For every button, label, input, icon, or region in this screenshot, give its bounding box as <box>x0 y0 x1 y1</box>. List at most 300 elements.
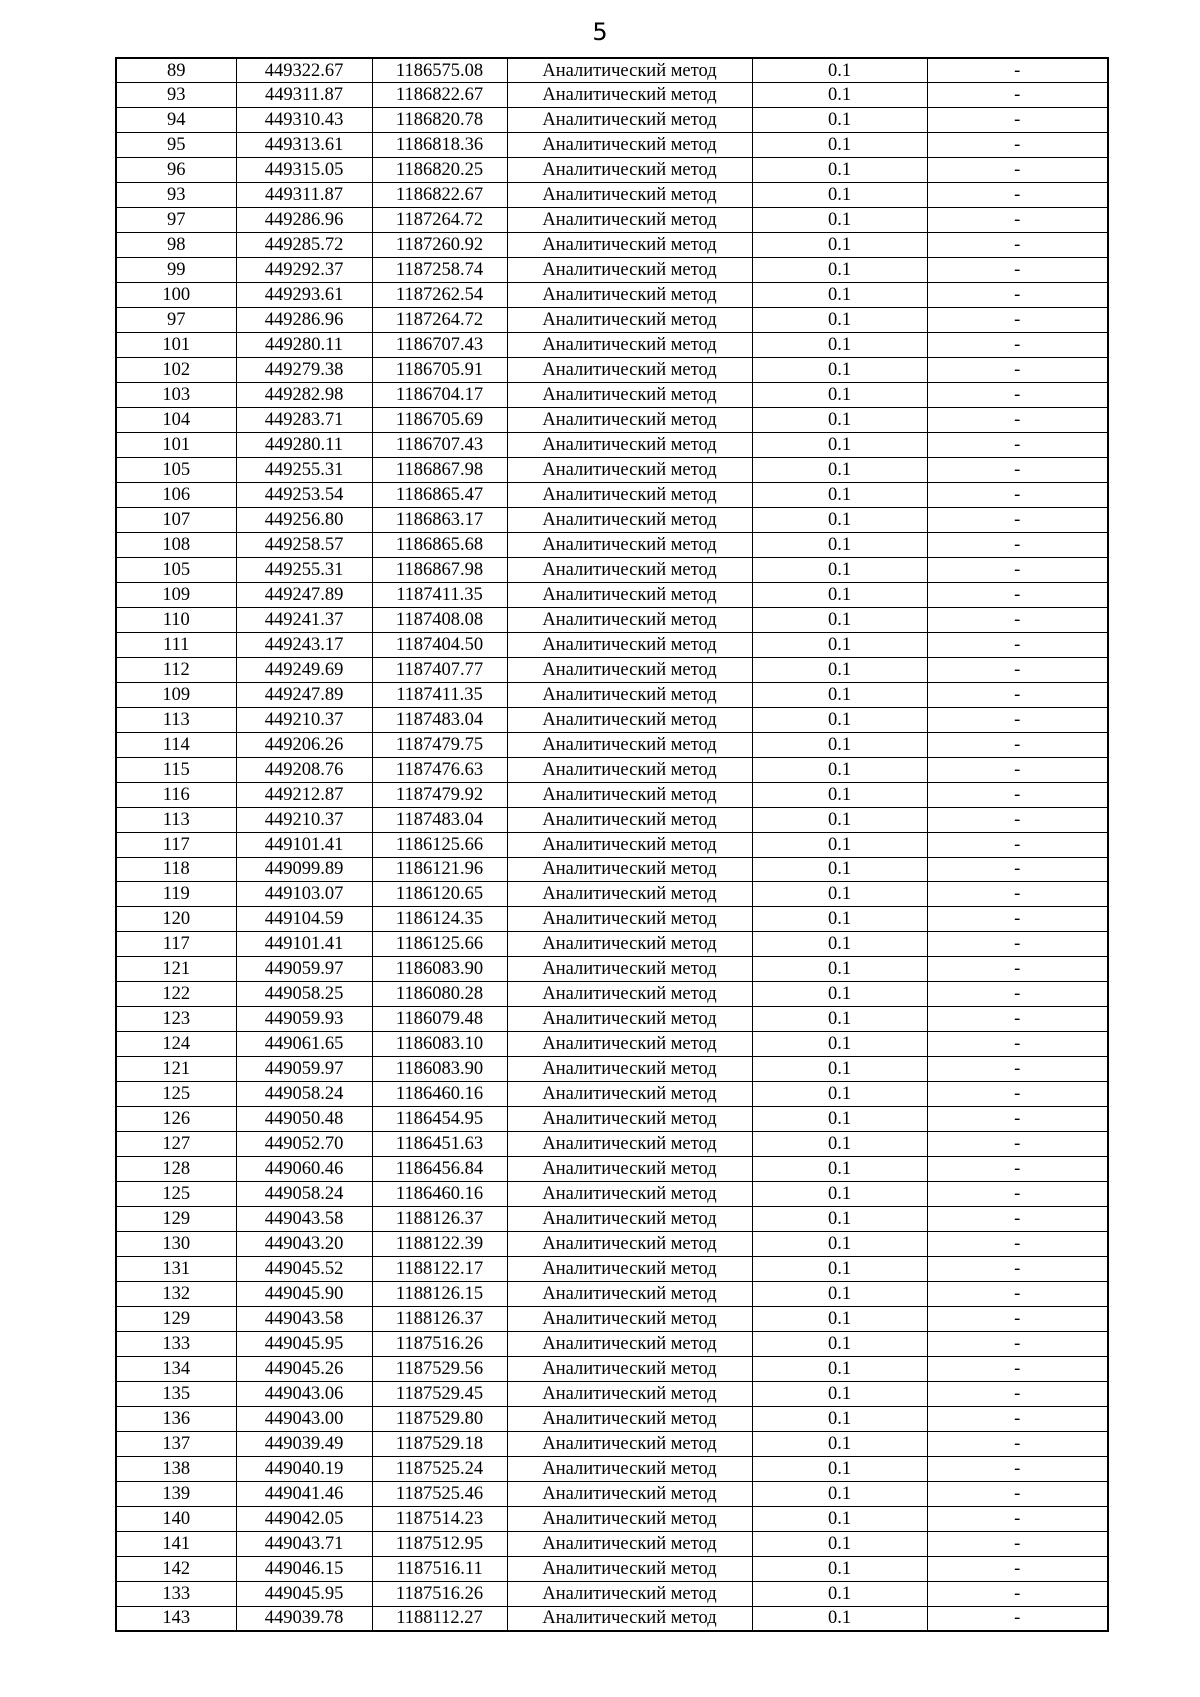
method-cell: Аналитический метод <box>507 557 752 582</box>
table-row <box>116 482 1108 507</box>
method-cell: Аналитический метод <box>507 782 752 807</box>
accuracy-cell: 0.1 <box>752 532 927 557</box>
point-number-cell: 133 <box>116 1581 236 1606</box>
y-coordinate-cell: 1187260.92 <box>372 233 507 258</box>
point-number-cell: 133 <box>116 1331 236 1356</box>
x-coordinate-cell: 449212.87 <box>236 782 372 807</box>
table-row <box>116 707 1108 732</box>
note-cell: - <box>927 907 1108 932</box>
method-cell: Аналитический метод <box>507 308 752 333</box>
method-cell: Аналитический метод <box>507 607 752 632</box>
accuracy-cell: 0.1 <box>752 1107 927 1132</box>
x-coordinate-cell: 449210.37 <box>236 807 372 832</box>
accuracy-cell: 0.1 <box>752 657 927 682</box>
method-cell: Аналитический метод <box>507 1132 752 1157</box>
table-row <box>116 757 1108 782</box>
y-coordinate-cell: 1187525.46 <box>372 1481 507 1506</box>
accuracy-cell: 0.1 <box>752 1257 927 1282</box>
method-cell: Аналитический метод <box>507 408 752 433</box>
table-row <box>116 557 1108 582</box>
x-coordinate-cell: 449280.11 <box>236 433 372 458</box>
accuracy-cell: 0.1 <box>752 807 927 832</box>
accuracy-cell: 0.1 <box>752 507 927 532</box>
table-row <box>116 857 1108 882</box>
note-cell: - <box>927 133 1108 158</box>
y-coordinate-cell: 1186451.63 <box>372 1132 507 1157</box>
accuracy-cell: 0.1 <box>752 1606 927 1631</box>
table-row <box>116 1107 1108 1132</box>
y-coordinate-cell: 1187483.04 <box>372 807 507 832</box>
point-number-cell: 117 <box>116 932 236 957</box>
note-cell: - <box>927 532 1108 557</box>
method-cell: Аналитический метод <box>507 1556 752 1581</box>
accuracy-cell: 0.1 <box>752 408 927 433</box>
y-coordinate-cell: 1186865.68 <box>372 532 507 557</box>
accuracy-cell: 0.1 <box>752 83 927 108</box>
point-number-cell: 99 <box>116 258 236 283</box>
y-coordinate-cell: 1186120.65 <box>372 882 507 907</box>
y-coordinate-cell: 1186460.16 <box>372 1082 507 1107</box>
note-cell: - <box>927 158 1108 183</box>
method-cell: Аналитический метод <box>507 183 752 208</box>
x-coordinate-cell: 449310.43 <box>236 108 372 133</box>
note-cell: - <box>927 757 1108 782</box>
x-coordinate-cell: 449059.93 <box>236 1007 372 1032</box>
note-cell: - <box>927 458 1108 483</box>
table-row <box>116 1132 1108 1157</box>
point-number-cell: 95 <box>116 133 236 158</box>
table-row <box>116 1431 1108 1456</box>
table-row <box>116 532 1108 557</box>
note-cell: - <box>927 982 1108 1007</box>
accuracy-cell: 0.1 <box>752 1132 927 1157</box>
x-coordinate-cell: 449043.71 <box>236 1531 372 1556</box>
table-row <box>116 258 1108 283</box>
note-cell: - <box>927 1331 1108 1356</box>
point-number-cell: 94 <box>116 108 236 133</box>
method-cell: Аналитический метод <box>507 1431 752 1456</box>
table-row <box>116 507 1108 532</box>
table-row <box>116 1581 1108 1606</box>
y-coordinate-cell: 1186820.78 <box>372 108 507 133</box>
x-coordinate-cell: 449045.95 <box>236 1331 372 1356</box>
method-cell: Аналитический метод <box>507 58 752 83</box>
method-cell: Аналитический метод <box>507 1107 752 1132</box>
y-coordinate-cell: 1186460.16 <box>372 1182 507 1207</box>
x-coordinate-cell: 449045.90 <box>236 1281 372 1306</box>
x-coordinate-cell: 449058.24 <box>236 1182 372 1207</box>
y-coordinate-cell: 1188112.27 <box>372 1606 507 1631</box>
table-row <box>116 133 1108 158</box>
note-cell: - <box>927 183 1108 208</box>
note-cell: - <box>927 1182 1108 1207</box>
method-cell: Аналитический метод <box>507 283 752 308</box>
table-row <box>116 308 1108 333</box>
x-coordinate-cell: 449280.11 <box>236 333 372 358</box>
x-coordinate-cell: 449253.54 <box>236 482 372 507</box>
table-row <box>116 458 1108 483</box>
method-cell: Аналитический метод <box>507 832 752 857</box>
accuracy-cell: 0.1 <box>752 707 927 732</box>
point-number-cell: 109 <box>116 682 236 707</box>
method-cell: Аналитический метод <box>507 857 752 882</box>
note-cell: - <box>927 1107 1108 1132</box>
y-coordinate-cell: 1186818.36 <box>372 133 507 158</box>
x-coordinate-cell: 449208.76 <box>236 757 372 782</box>
note-cell: - <box>927 83 1108 108</box>
point-number-cell: 109 <box>116 582 236 607</box>
x-coordinate-cell: 449104.59 <box>236 907 372 932</box>
method-cell: Аналитический метод <box>507 1606 752 1631</box>
point-number-cell: 127 <box>116 1132 236 1157</box>
table-row <box>116 1331 1108 1356</box>
note-cell: - <box>927 1032 1108 1057</box>
y-coordinate-cell: 1187411.35 <box>372 682 507 707</box>
table-row <box>116 1057 1108 1082</box>
point-number-cell: 105 <box>116 557 236 582</box>
x-coordinate-cell: 449101.41 <box>236 932 372 957</box>
x-coordinate-cell: 449043.58 <box>236 1207 372 1232</box>
method-cell: Аналитический метод <box>507 1281 752 1306</box>
point-number-cell: 105 <box>116 458 236 483</box>
y-coordinate-cell: 1187529.18 <box>372 1431 507 1456</box>
table-row <box>116 582 1108 607</box>
table-row <box>116 1506 1108 1531</box>
accuracy-cell: 0.1 <box>752 1331 927 1356</box>
note-cell: - <box>927 957 1108 982</box>
table-row <box>116 732 1108 757</box>
table-row <box>116 1082 1108 1107</box>
y-coordinate-cell: 1187514.23 <box>372 1506 507 1531</box>
accuracy-cell: 0.1 <box>752 607 927 632</box>
method-cell: Аналитический метод <box>507 757 752 782</box>
note-cell: - <box>927 1157 1108 1182</box>
method-cell: Аналитический метод <box>507 807 752 832</box>
point-number-cell: 132 <box>116 1281 236 1306</box>
x-coordinate-cell: 449255.31 <box>236 458 372 483</box>
point-number-cell: 137 <box>116 1431 236 1456</box>
accuracy-cell: 0.1 <box>752 158 927 183</box>
method-cell: Аналитический метод <box>507 1157 752 1182</box>
y-coordinate-cell: 1186822.67 <box>372 83 507 108</box>
point-number-cell: 128 <box>116 1157 236 1182</box>
point-number-cell: 131 <box>116 1257 236 1282</box>
x-coordinate-cell: 449059.97 <box>236 957 372 982</box>
y-coordinate-cell: 1187529.80 <box>372 1406 507 1431</box>
accuracy-cell: 0.1 <box>752 1581 927 1606</box>
accuracy-cell: 0.1 <box>752 1306 927 1331</box>
y-coordinate-cell: 1187258.74 <box>372 258 507 283</box>
x-coordinate-cell: 449103.07 <box>236 882 372 907</box>
y-coordinate-cell: 1187408.08 <box>372 607 507 632</box>
note-cell: - <box>927 1381 1108 1406</box>
point-number-cell: 138 <box>116 1456 236 1481</box>
page-number: 5 <box>592 18 608 46</box>
y-coordinate-cell: 1187264.72 <box>372 208 507 233</box>
point-number-cell: 96 <box>116 158 236 183</box>
accuracy-cell: 0.1 <box>752 333 927 358</box>
y-coordinate-cell: 1187483.04 <box>372 707 507 732</box>
table-row <box>116 682 1108 707</box>
point-number-cell: 118 <box>116 857 236 882</box>
x-coordinate-cell: 449243.17 <box>236 632 372 657</box>
accuracy-cell: 0.1 <box>752 1007 927 1032</box>
method-cell: Аналитический метод <box>507 482 752 507</box>
y-coordinate-cell: 1187404.50 <box>372 632 507 657</box>
x-coordinate-cell: 449050.48 <box>236 1107 372 1132</box>
point-number-cell: 106 <box>116 482 236 507</box>
accuracy-cell: 0.1 <box>752 1281 927 1306</box>
y-coordinate-cell: 1188126.15 <box>372 1281 507 1306</box>
note-cell: - <box>927 1082 1108 1107</box>
table-row <box>116 1481 1108 1506</box>
accuracy-cell: 0.1 <box>752 1456 927 1481</box>
table-row <box>116 1182 1108 1207</box>
note-cell: - <box>927 707 1108 732</box>
method-cell: Аналитический метод <box>507 433 752 458</box>
point-number-cell: 125 <box>116 1082 236 1107</box>
x-coordinate-cell: 449039.78 <box>236 1606 372 1631</box>
accuracy-cell: 0.1 <box>752 1556 927 1581</box>
method-cell: Аналитический метод <box>507 1032 752 1057</box>
point-number-cell: 89 <box>116 58 236 83</box>
method-cell: Аналитический метод <box>507 1481 752 1506</box>
method-cell: Аналитический метод <box>507 108 752 133</box>
y-coordinate-cell: 1186707.43 <box>372 333 507 358</box>
note-cell: - <box>927 582 1108 607</box>
point-number-cell: 121 <box>116 1057 236 1082</box>
table-row <box>116 383 1108 408</box>
table-row <box>116 433 1108 458</box>
note-cell: - <box>927 1356 1108 1381</box>
method-cell: Аналитический метод <box>507 657 752 682</box>
accuracy-cell: 0.1 <box>752 208 927 233</box>
x-coordinate-cell: 449043.58 <box>236 1306 372 1331</box>
method-cell: Аналитический метод <box>507 233 752 258</box>
point-number-cell: 134 <box>116 1356 236 1381</box>
table-row <box>116 83 1108 108</box>
accuracy-cell: 0.1 <box>752 1356 927 1381</box>
table-row <box>116 1456 1108 1481</box>
point-number-cell: 110 <box>116 607 236 632</box>
method-cell: Аналитический метод <box>507 707 752 732</box>
x-coordinate-cell: 449313.61 <box>236 133 372 158</box>
accuracy-cell: 0.1 <box>752 133 927 158</box>
x-coordinate-cell: 449059.97 <box>236 1057 372 1082</box>
x-coordinate-cell: 449283.71 <box>236 408 372 433</box>
table-row <box>116 782 1108 807</box>
accuracy-cell: 0.1 <box>752 258 927 283</box>
table-row <box>116 1406 1108 1431</box>
note-cell: - <box>927 782 1108 807</box>
note-cell: - <box>927 1431 1108 1456</box>
point-number-cell: 122 <box>116 982 236 1007</box>
method-cell: Аналитический метод <box>507 982 752 1007</box>
x-coordinate-cell: 449042.05 <box>236 1506 372 1531</box>
table-row <box>116 58 1108 83</box>
point-number-cell: 123 <box>116 1007 236 1032</box>
accuracy-cell: 0.1 <box>752 183 927 208</box>
method-cell: Аналитический метод <box>507 208 752 233</box>
y-coordinate-cell: 1187476.63 <box>372 757 507 782</box>
y-coordinate-cell: 1186707.43 <box>372 433 507 458</box>
note-cell: - <box>927 108 1108 133</box>
x-coordinate-cell: 449315.05 <box>236 158 372 183</box>
table-row <box>116 1356 1108 1381</box>
note-cell: - <box>927 607 1108 632</box>
x-coordinate-cell: 449249.69 <box>236 657 372 682</box>
note-cell: - <box>927 208 1108 233</box>
point-number-cell: 104 <box>116 408 236 433</box>
y-coordinate-cell: 1187264.72 <box>372 308 507 333</box>
method-cell: Аналитический метод <box>507 458 752 483</box>
accuracy-cell: 0.1 <box>752 1182 927 1207</box>
point-number-cell: 117 <box>116 832 236 857</box>
x-coordinate-cell: 449039.49 <box>236 1431 372 1456</box>
y-coordinate-cell: 1187529.56 <box>372 1356 507 1381</box>
table-row <box>116 607 1108 632</box>
y-coordinate-cell: 1187262.54 <box>372 283 507 308</box>
point-number-cell: 126 <box>116 1107 236 1132</box>
y-coordinate-cell: 1186079.48 <box>372 1007 507 1032</box>
table-row <box>116 882 1108 907</box>
accuracy-cell: 0.1 <box>752 482 927 507</box>
accuracy-cell: 0.1 <box>752 682 927 707</box>
point-number-cell: 101 <box>116 333 236 358</box>
note-cell: - <box>927 1207 1108 1232</box>
x-coordinate-cell: 449241.37 <box>236 607 372 632</box>
note-cell: - <box>927 58 1108 83</box>
note-cell: - <box>927 1556 1108 1581</box>
x-coordinate-cell: 449255.31 <box>236 557 372 582</box>
point-number-cell: 101 <box>116 433 236 458</box>
note-cell: - <box>927 1406 1108 1431</box>
note-cell: - <box>927 1057 1108 1082</box>
method-cell: Аналитический метод <box>507 258 752 283</box>
table-row <box>116 932 1108 957</box>
table-row <box>116 208 1108 233</box>
x-coordinate-cell: 449052.70 <box>236 1132 372 1157</box>
x-coordinate-cell: 449043.06 <box>236 1381 372 1406</box>
y-coordinate-cell: 1186704.17 <box>372 383 507 408</box>
x-coordinate-cell: 449311.87 <box>236 183 372 208</box>
method-cell: Аналитический метод <box>507 907 752 932</box>
method-cell: Аналитический метод <box>507 507 752 532</box>
note-cell: - <box>927 657 1108 682</box>
y-coordinate-cell: 1186121.96 <box>372 857 507 882</box>
table-row <box>116 158 1108 183</box>
method-cell: Аналитический метод <box>507 1331 752 1356</box>
y-coordinate-cell: 1186083.90 <box>372 1057 507 1082</box>
x-coordinate-cell: 449040.19 <box>236 1456 372 1481</box>
y-coordinate-cell: 1186080.28 <box>372 982 507 1007</box>
method-cell: Аналитический метод <box>507 133 752 158</box>
method-cell: Аналитический метод <box>507 83 752 108</box>
method-cell: Аналитический метод <box>507 1581 752 1606</box>
point-number-cell: 140 <box>116 1506 236 1531</box>
table-row <box>116 1381 1108 1406</box>
point-number-cell: 116 <box>116 782 236 807</box>
point-number-cell: 129 <box>116 1306 236 1331</box>
accuracy-cell: 0.1 <box>752 882 927 907</box>
y-coordinate-cell: 1187516.26 <box>372 1331 507 1356</box>
table-row <box>116 1257 1108 1282</box>
method-cell: Аналитический метод <box>507 1257 752 1282</box>
note-cell: - <box>927 333 1108 358</box>
note-cell: - <box>927 1306 1108 1331</box>
method-cell: Аналитический метод <box>507 957 752 982</box>
accuracy-cell: 0.1 <box>752 782 927 807</box>
note-cell: - <box>927 1232 1108 1257</box>
accuracy-cell: 0.1 <box>752 233 927 258</box>
note-cell: - <box>927 1481 1108 1506</box>
y-coordinate-cell: 1187407.77 <box>372 657 507 682</box>
y-coordinate-cell: 1187479.75 <box>372 732 507 757</box>
x-coordinate-cell: 449045.26 <box>236 1356 372 1381</box>
x-coordinate-cell: 449061.65 <box>236 1032 372 1057</box>
y-coordinate-cell: 1186705.69 <box>372 408 507 433</box>
note-cell: - <box>927 882 1108 907</box>
accuracy-cell: 0.1 <box>752 1381 927 1406</box>
method-cell: Аналитический метод <box>507 582 752 607</box>
accuracy-cell: 0.1 <box>752 308 927 333</box>
method-cell: Аналитический метод <box>507 358 752 383</box>
note-cell: - <box>927 258 1108 283</box>
note-cell: - <box>927 682 1108 707</box>
method-cell: Аналитический метод <box>507 1406 752 1431</box>
point-number-cell: 114 <box>116 732 236 757</box>
method-cell: Аналитический метод <box>507 1232 752 1257</box>
note-cell: - <box>927 383 1108 408</box>
method-cell: Аналитический метод <box>507 1207 752 1232</box>
note-cell: - <box>927 807 1108 832</box>
note-cell: - <box>927 1281 1108 1306</box>
x-coordinate-cell: 449258.57 <box>236 532 372 557</box>
accuracy-cell: 0.1 <box>752 757 927 782</box>
method-cell: Аналитический метод <box>507 1057 752 1082</box>
x-coordinate-cell: 449286.96 <box>236 308 372 333</box>
point-number-cell: 111 <box>116 632 236 657</box>
accuracy-cell: 0.1 <box>752 732 927 757</box>
note-cell: - <box>927 408 1108 433</box>
note-cell: - <box>927 482 1108 507</box>
table-row <box>116 1531 1108 1556</box>
point-number-cell: 143 <box>116 1606 236 1631</box>
y-coordinate-cell: 1186822.67 <box>372 183 507 208</box>
table-row <box>116 832 1108 857</box>
x-coordinate-cell: 449045.52 <box>236 1257 372 1282</box>
accuracy-cell: 0.1 <box>752 458 927 483</box>
method-cell: Аналитический метод <box>507 682 752 707</box>
y-coordinate-cell: 1186575.08 <box>372 58 507 83</box>
y-coordinate-cell: 1186865.47 <box>372 482 507 507</box>
accuracy-cell: 0.1 <box>752 957 927 982</box>
x-coordinate-cell: 449311.87 <box>236 83 372 108</box>
y-coordinate-cell: 1186705.91 <box>372 358 507 383</box>
point-number-cell: 113 <box>116 707 236 732</box>
method-cell: Аналитический метод <box>507 1007 752 1032</box>
y-coordinate-cell: 1187525.24 <box>372 1456 507 1481</box>
x-coordinate-cell: 449041.46 <box>236 1481 372 1506</box>
x-coordinate-cell: 449058.25 <box>236 982 372 1007</box>
y-coordinate-cell: 1187529.45 <box>372 1381 507 1406</box>
accuracy-cell: 0.1 <box>752 58 927 83</box>
table-row <box>116 358 1108 383</box>
y-coordinate-cell: 1186125.66 <box>372 832 507 857</box>
y-coordinate-cell: 1186863.17 <box>372 507 507 532</box>
accuracy-cell: 0.1 <box>752 557 927 582</box>
point-number-cell: 119 <box>116 882 236 907</box>
